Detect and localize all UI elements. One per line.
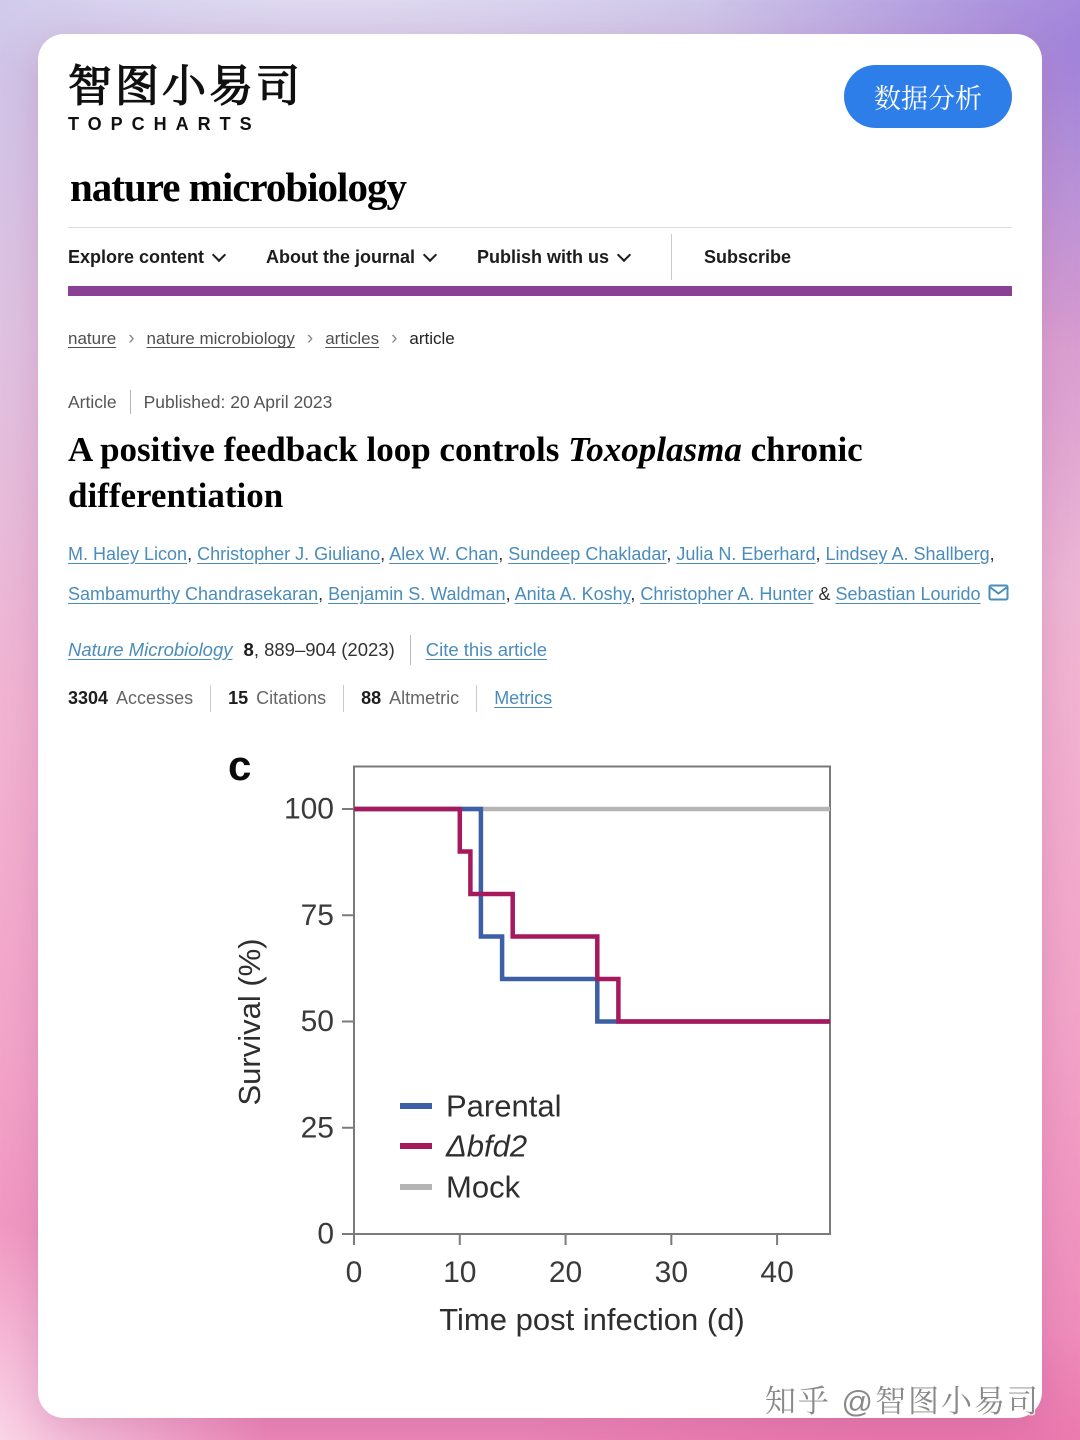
metric-label: Accesses: [116, 687, 194, 708]
x-tick-label: 0: [345, 1255, 363, 1289]
x-tick-label: 30: [654, 1255, 689, 1289]
card-header: [68, 62, 1012, 135]
y-tick-label: 25: [300, 1110, 334, 1144]
title-species-italic: Toxoplasma: [568, 430, 742, 470]
author-separator: ,: [630, 584, 641, 605]
author-list: [68, 534, 1012, 615]
plot-box: [354, 766, 830, 1234]
author-separator: ,: [505, 584, 515, 605]
nav-item-explore-content[interactable]: Explore content: [68, 247, 224, 268]
author-link[interactable]: Julia N. Eberhard: [676, 543, 816, 564]
chevron-down-icon: [423, 248, 437, 262]
metrics-bar: [68, 685, 1012, 712]
y-axis-label: Survival (%): [232, 938, 267, 1106]
citation-divider: [410, 635, 411, 665]
survival-chart-figure: [220, 734, 882, 1361]
breadcrumb-nature-microbiology[interactable]: nature microbiology: [146, 329, 295, 349]
author-link[interactable]: Alex W. Chan: [389, 543, 499, 564]
author-separator: ,: [815, 543, 826, 564]
x-tick-label: 10: [443, 1255, 477, 1289]
article-type-label: Article: [68, 391, 117, 412]
author-link[interactable]: Sebastian Lourido: [835, 584, 981, 605]
author-link[interactable]: Lindsey A. Shallberg: [825, 543, 990, 564]
pages-year: , 889–904 (2023): [253, 638, 395, 660]
legend-label-Mock: Mock: [446, 1169, 521, 1205]
article-title: [68, 427, 1012, 519]
y-tick-label: 50: [300, 1004, 334, 1038]
chevron-down-icon: [212, 248, 226, 262]
metrics-divider: [476, 685, 477, 712]
breadcrumb-article: article: [409, 329, 455, 349]
metric-value: 3304: [68, 687, 109, 708]
author-separator: ,: [318, 584, 329, 605]
nav-divider: [671, 234, 672, 280]
legend-label-Δbfd2: Δbfd2: [446, 1128, 528, 1164]
logo-chinese-text: 智图小易司: [68, 61, 303, 112]
email-author-icon[interactable]: [988, 584, 1009, 604]
x-axis-label: Time post infection (d): [439, 1301, 745, 1337]
nav-subscribe[interactable]: Subscribe: [704, 246, 792, 267]
nav-item-publish-with-us[interactable]: Publish with us: [477, 247, 629, 268]
breadcrumb-nature[interactable]: nature: [68, 329, 117, 349]
metrics-divider: [210, 685, 211, 712]
author-separator: ,: [989, 543, 995, 564]
breadcrumb-separator: ›: [306, 328, 314, 350]
author-link[interactable]: Sambamurthy Chandrasekaran: [68, 584, 319, 605]
metric-value: 15: [228, 687, 249, 708]
author-separator: ,: [498, 543, 509, 564]
author-link[interactable]: M. Haley Licon: [68, 543, 188, 564]
author-separator: ,: [666, 543, 677, 564]
y-tick-label: 75: [300, 898, 334, 932]
envelope-icon: [988, 584, 1009, 601]
y-tick-label: 0: [317, 1217, 334, 1251]
breadcrumb-articles[interactable]: articles: [325, 329, 380, 349]
author-link[interactable]: Sundeep Chakladar: [508, 543, 667, 564]
metric-value: 88: [361, 687, 382, 708]
author-link[interactable]: Christopher J. Giuliano: [197, 543, 381, 564]
title-text-post: chronic differentiation: [68, 430, 863, 516]
journal-masthead: nature microbiology: [70, 164, 406, 211]
panel-label: c: [228, 741, 252, 789]
metrics-link[interactable]: Metrics: [494, 687, 553, 708]
author-separator: ,: [187, 543, 198, 564]
data-analysis-button[interactable]: 数据分析: [844, 65, 1012, 128]
title-text-pre: A positive feedback loop controls: [68, 430, 569, 470]
x-tick-label: 20: [548, 1255, 583, 1289]
meta-divider: [130, 390, 131, 414]
author-link[interactable]: Benjamin S. Waldman: [328, 584, 506, 605]
metric-label: Altmetric: [389, 687, 460, 708]
y-tick-label: 100: [283, 792, 334, 826]
article-card: [38, 34, 1042, 1418]
breadcrumb-separator: ›: [128, 328, 135, 350]
watermark: 知乎 @智图小易司: [764, 1384, 1040, 1419]
survival-chart-svg: [220, 734, 882, 1356]
breadcrumb-separator: ›: [391, 328, 398, 350]
published-date: Published: 20 April 2023: [143, 391, 333, 412]
citation-line: [68, 635, 1012, 665]
topcharts-logo: [68, 62, 303, 135]
journal-nav: [68, 228, 1012, 286]
journal-link[interactable]: Nature Microbiology: [68, 638, 233, 660]
cite-this-article-link[interactable]: Cite this article: [425, 638, 548, 660]
metric-label: Citations: [256, 687, 327, 708]
journal-accent-bar: [68, 286, 1012, 296]
x-tick-label: 40: [760, 1255, 794, 1289]
breadcrumb: [68, 328, 1012, 350]
metrics-divider: [343, 685, 344, 712]
logo-english-text: TOPCHARTS: [68, 114, 261, 135]
volume-number: 8: [243, 638, 254, 660]
article-meta: [68, 390, 1012, 414]
author-link[interactable]: Christopher A. Hunter: [640, 584, 814, 605]
legend-label-Parental: Parental: [446, 1088, 562, 1124]
chevron-down-icon: [617, 248, 631, 262]
author-separator: ,: [380, 543, 390, 564]
author-ampersand: &: [813, 584, 836, 605]
nav-item-about-the-journal[interactable]: About the journal: [266, 247, 435, 268]
author-link[interactable]: Anita A. Koshy: [514, 584, 631, 605]
